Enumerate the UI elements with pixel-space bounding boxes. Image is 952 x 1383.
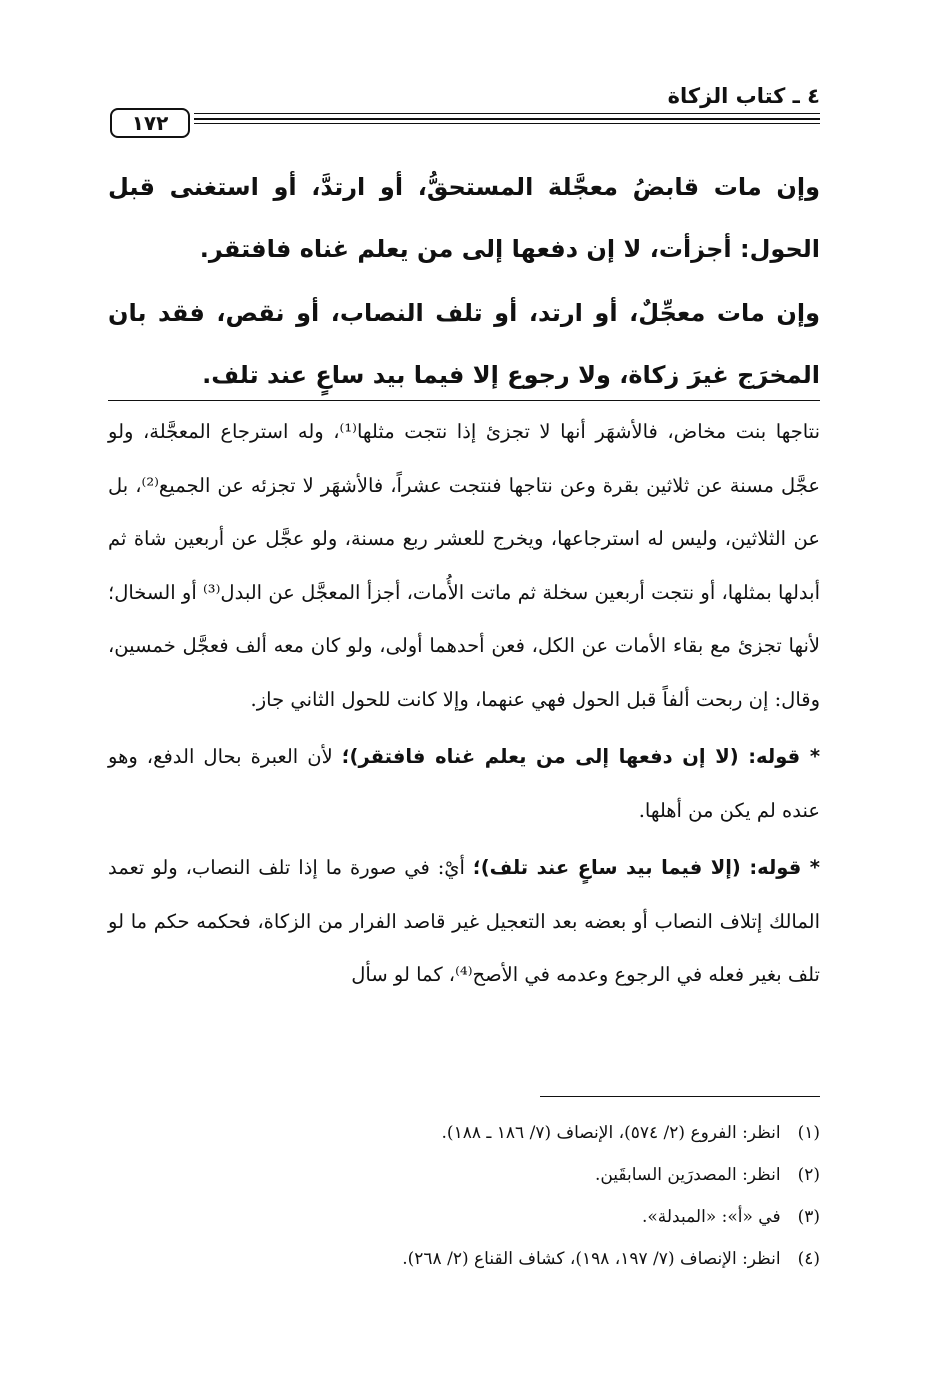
footnote-number: (٤) bbox=[797, 1249, 820, 1269]
main-paragraph: وإن مات معجِّلٌ، أو ارتد، أو تلف النصاب، أو نقص، فقد بان المخرَج غيرَ زكاة، ولا رجوع إلا فيما بيد ساعٍ عند تلف. bbox=[108, 299, 820, 389]
main-text bbox=[108, 156, 820, 406]
footnote-text: انظر: الإنصاف (٧/ ١٩٧، ١٩٨)، كشاف القناع (٢/ ٢٦٨). bbox=[402, 1249, 781, 1269]
footnote bbox=[108, 1238, 820, 1280]
commentary-item bbox=[108, 730, 820, 837]
footnote-rule bbox=[540, 1096, 820, 1097]
commentary-item-lead: * قوله: (لا إن دفعها إلى من يعلم غناه فافتقر)؛ bbox=[341, 745, 821, 768]
commentary-item-text: لأن العبرة بحال الدفع، وهو عنده لم يكن من أهلها. bbox=[108, 745, 820, 822]
footnotes bbox=[108, 1112, 820, 1280]
footnote-text: انظر: المصدرَين السابقَين. bbox=[594, 1165, 781, 1185]
footnote bbox=[108, 1196, 820, 1238]
footnote-number: (٣) bbox=[797, 1207, 820, 1227]
header-rule bbox=[194, 123, 820, 124]
commentary-item bbox=[108, 841, 820, 1002]
footnote bbox=[108, 1154, 820, 1196]
footnote-text: انظر: الفروع (٢/ ٥٧٤)، الإنصاف (٧/ ١٨٦ ـ ١٨٨). bbox=[441, 1123, 781, 1143]
chapter-title: ٤ ـ كتاب الزكاة bbox=[667, 84, 820, 108]
footnote-number: (١) bbox=[797, 1123, 820, 1143]
main-commentary-divider bbox=[108, 400, 820, 401]
page-number: ١٧٢ bbox=[110, 108, 190, 138]
page-header bbox=[110, 80, 820, 140]
footnote bbox=[108, 1112, 820, 1154]
header-rule bbox=[194, 113, 820, 114]
commentary-paragraph: نتاجها بنت مخاض، فالأشهَر أنها لا تجزئ إذا نتجت مثلها⁽¹⁾، وله استرجاع المعجَّلة، ولو عجَّل مسنة عن ثلاثين بقرة وعن نتاجها فنتجت عشراً، فالأشهَر لا تجزئه عن الجميع⁽²⁾، بل عن الثلاثين، وليس له استرجاعها، ويخرج للعشر ربع مسنة، ولو عجَّل عن أربعين شاة ثم أبدلها بمثلها، أو نتجت أربعين سخلة ثم ماتت الأُمات، أجزأ المعجَّل عن البدل⁽³⁾ أو السخال؛ لأنها تجزئ مع بقاء الأمات عن الكل، فعن أحدهما أولى، ولو كان معه ألف فعجَّل خمسين، وقال: إن ربحت ألفاً قبل الحول فهي عنهما، وإلا كانت للحول الثاني جاز. bbox=[108, 420, 820, 711]
main-paragraph: وإن مات قابضُ معجَّلة المستحقُّ، أو ارتدَّ، أو استغنى قبل الحول: أجزأت، لا إن دفعها إلى من يعلم غناه فافتقر. bbox=[108, 173, 820, 263]
footnote-text: في «أ»: «المبدلة». bbox=[641, 1207, 781, 1227]
commentary-item-text: أيْ: في صورة ما إذا تلف النصاب، ولو تعمد المالك إتلاف النصاب أو بعضه بعد التعجيل غير قاصد الفرار من الزكاة، فحكمه حكم ما لو تلف بغير فعله في الرجوع وعدمه في الأصح⁽⁴⁾، كما لو سأل bbox=[108, 856, 820, 986]
header-rule bbox=[194, 118, 820, 120]
commentary bbox=[108, 405, 820, 1002]
commentary-item-lead: * قوله: (إلا فيما بيد ساعٍ عند تلف)؛ bbox=[472, 856, 821, 879]
footnote-number: (٢) bbox=[797, 1165, 820, 1185]
